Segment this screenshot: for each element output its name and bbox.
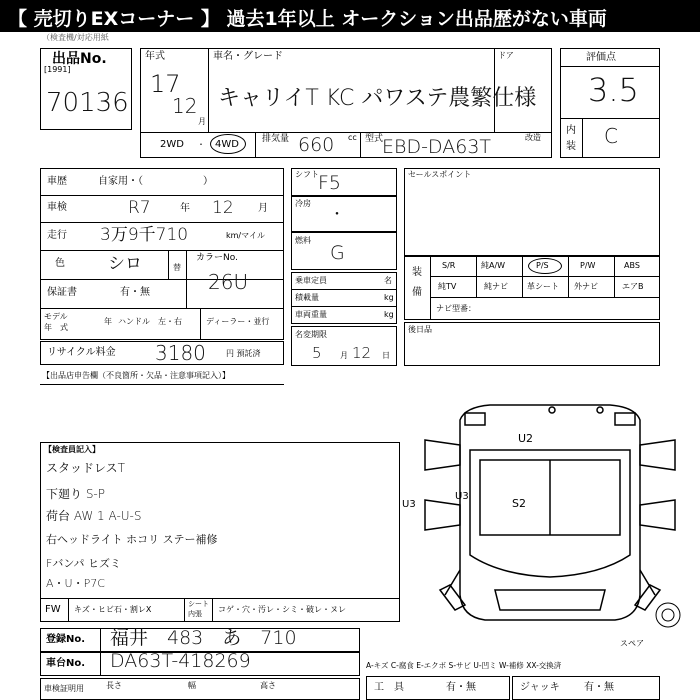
equip-airbag: エアB bbox=[622, 282, 644, 291]
month-suffix: 月 bbox=[198, 117, 206, 126]
diagram-mark-u3-left: U3 bbox=[402, 499, 416, 510]
sales-point-label: セールスポイント bbox=[408, 170, 472, 179]
color-value: シロ bbox=[108, 254, 142, 274]
banner bbox=[0, 0, 700, 32]
aftermarket-box bbox=[404, 322, 660, 366]
vehicle-cert-box bbox=[40, 678, 360, 700]
warranty-label: 保証書 bbox=[47, 287, 77, 298]
color-code-label: カラーNo. bbox=[196, 253, 238, 263]
jack-label: ジャッキ bbox=[520, 682, 560, 693]
navi-model: ナビ型番： bbox=[436, 304, 476, 313]
color-code: 26U bbox=[208, 270, 249, 294]
color-label: 色 bbox=[55, 258, 65, 269]
cert-width: 幅 bbox=[188, 681, 196, 690]
equip-pw: P/W bbox=[580, 261, 596, 270]
score-value: 3.5 bbox=[588, 71, 639, 109]
warranty-value: 有・無 bbox=[120, 287, 150, 298]
model-label: 型式 bbox=[365, 134, 384, 144]
shift-value: F5 bbox=[318, 172, 342, 194]
model-value: EBD-DA63T bbox=[382, 136, 492, 158]
interior-value: C bbox=[604, 124, 618, 148]
mileage-unit: km/マイル bbox=[226, 231, 265, 240]
inspection-year-unit: 年 bbox=[180, 203, 190, 214]
recycle-label: リサイクル料金 bbox=[47, 347, 116, 358]
passenger-unit: 名 bbox=[384, 276, 392, 285]
displacement-label: 排気量 bbox=[262, 134, 290, 144]
inspector-line-5: Fバンパ ヒズミ bbox=[46, 557, 122, 570]
passenger-label: 乗車定員 bbox=[295, 276, 327, 285]
equip-sr: S/R bbox=[442, 261, 456, 270]
name-change-month-unit: 月 bbox=[340, 351, 348, 360]
cc-label: cc bbox=[348, 133, 357, 142]
registration-label: 登録No. bbox=[46, 634, 86, 645]
door-label: ドア bbox=[498, 51, 514, 60]
improved-label: 改造 bbox=[525, 133, 541, 142]
inspector-line-2: 下廻り S-P bbox=[46, 487, 105, 501]
front-grille bbox=[495, 590, 605, 610]
lot-number: 70136 bbox=[46, 88, 129, 118]
lot-label: 出品No. bbox=[52, 51, 107, 67]
drive-4wd: 4WD bbox=[215, 139, 239, 150]
jack-value: 有・無 bbox=[584, 682, 614, 693]
spare-label: スペア bbox=[620, 639, 644, 648]
rear-light-right bbox=[615, 413, 635, 425]
aftermarket-label: 後日品 bbox=[408, 325, 432, 334]
recycle-value: 3180 bbox=[155, 341, 206, 365]
equip-navi: 純ナビ bbox=[484, 282, 508, 291]
model-year-label-2: 年 式 bbox=[44, 323, 68, 332]
lot-year-tag: [1991] bbox=[44, 65, 71, 74]
inspection-month-unit: 月 bbox=[258, 203, 268, 214]
vehicle-name: キャリイT KC パワステ農繁仕様 bbox=[218, 86, 537, 111]
seat-label-2: 内張 bbox=[188, 610, 202, 618]
equip-tv: 純TV bbox=[438, 282, 457, 291]
month-value: 12 bbox=[172, 94, 198, 118]
seat-label-1: シート bbox=[188, 600, 209, 608]
chassis-label: 車台No. bbox=[46, 658, 86, 669]
weight-unit: kg bbox=[384, 310, 394, 319]
seat-damage: コゲ・穴・汚レ・シミ・破レ・ヌレ bbox=[218, 605, 346, 614]
vehicle-cert-label: 車検証明用 bbox=[44, 684, 84, 693]
equip-ps: P/S bbox=[536, 261, 549, 270]
equipment-label-2: 備 bbox=[412, 287, 422, 298]
interior-label-2: 装 bbox=[566, 141, 576, 152]
interior-label-1: 内 bbox=[566, 125, 576, 136]
color-change-label: 替 bbox=[173, 263, 181, 272]
inspector-line-4: 右ヘッドライト ホコリ ステー補修 bbox=[46, 533, 218, 546]
name-change-label: 名変期限 bbox=[295, 330, 327, 339]
name-change-day: 12 bbox=[352, 344, 372, 362]
cert-length: 長さ bbox=[106, 681, 122, 690]
seller-notes-label: 【出品店申告欄（不良箇所・欠品・注意事項記入）】 bbox=[42, 371, 230, 380]
aircon-mark: ・ bbox=[330, 207, 344, 223]
mirror-right bbox=[640, 440, 675, 470]
load-label: 積載量 bbox=[295, 293, 319, 302]
equip-leather: 革シート bbox=[527, 282, 559, 291]
drive-4wd-circle bbox=[210, 134, 246, 154]
score-label: 評価点 bbox=[586, 52, 616, 63]
diagram-mark-s2: S2 bbox=[512, 497, 526, 510]
equip-aw: 純A/W bbox=[481, 261, 506, 270]
tools-value: 有・無 bbox=[446, 682, 476, 693]
registration-value: 福井 483 あ 710 bbox=[110, 627, 297, 649]
weight-label: 車両重量 bbox=[295, 310, 327, 319]
name-change-day-unit: 日 bbox=[382, 351, 390, 360]
history-label: 車歴 bbox=[47, 176, 67, 187]
aircon-label: 冷房 bbox=[295, 199, 311, 208]
diagram-mark-u3-bed: U3 bbox=[455, 491, 469, 502]
inspector-line-3: 荷台 AW 1 A-U-S bbox=[46, 509, 142, 523]
mileage-label: 走行 bbox=[47, 230, 67, 241]
fw-label: FW bbox=[45, 604, 61, 615]
handle-value: ハンドル 左・右 bbox=[118, 317, 182, 326]
displacement-value: 660 bbox=[298, 134, 335, 156]
rear-light-left bbox=[465, 413, 485, 425]
fuel-value: G bbox=[330, 242, 345, 264]
model-year-label-1: モデル bbox=[44, 312, 68, 321]
model-year-unit: 年 bbox=[104, 317, 112, 326]
mileage-value: 3万9千710 bbox=[100, 225, 189, 245]
fuel-label: 燃料 bbox=[295, 236, 311, 245]
tools-label: 工 具 bbox=[374, 682, 404, 693]
chassis-value: DA63T-418269 bbox=[110, 650, 251, 672]
inspection-label: 車検 bbox=[47, 202, 67, 213]
dealer-value: ディーラー・並行 bbox=[206, 317, 270, 326]
year-label: 年式 bbox=[145, 51, 165, 62]
step-left bbox=[425, 500, 460, 530]
equip-abs: ABS bbox=[624, 261, 640, 270]
diagram-mark-u2: U2 bbox=[518, 432, 534, 445]
history-value: 自家用・（ ） bbox=[98, 176, 213, 187]
name-label: 車名・グレード bbox=[213, 51, 283, 62]
cert-height: 高さ bbox=[260, 681, 276, 690]
load-unit: kg bbox=[384, 293, 394, 302]
step-right bbox=[640, 500, 675, 530]
mirror-left bbox=[425, 440, 460, 470]
car-diagram bbox=[400, 395, 700, 635]
inspector-line-6: A・U・P7C bbox=[46, 577, 105, 590]
subheader: （検査機/対応用紙 bbox=[42, 33, 109, 42]
legend: A-キズ C-腐食 E-エクボ S-サビ U-凹ミ W-補修 XX-交換済 bbox=[366, 661, 562, 670]
sales-point-box bbox=[404, 168, 660, 256]
inspection-month: 12 bbox=[212, 198, 234, 218]
info-left-box bbox=[40, 168, 284, 340]
recycle-unit: 円 預託済 bbox=[226, 349, 261, 358]
name-change-month: 5 bbox=[312, 344, 322, 362]
equip-ps-circle bbox=[528, 258, 562, 274]
inspector-line-1: スタッドレスT bbox=[46, 461, 125, 475]
equip-ext-navi: 外ナビ bbox=[574, 282, 598, 291]
banner-text: 【 売切りEXコーナー 】 過去1年以上 オークション出品歴がない車両 bbox=[8, 8, 607, 30]
drive-2wd: 2WD bbox=[160, 139, 184, 150]
inspector-label: 【検査員記入】 bbox=[44, 445, 100, 454]
fw-damage: キズ・ヒビ石・割レX bbox=[74, 605, 152, 614]
equipment-label-1: 装 bbox=[412, 267, 422, 278]
year-value: 17 bbox=[150, 70, 181, 98]
inspection-era: R7 bbox=[128, 198, 151, 218]
shift-label: シフト bbox=[295, 170, 319, 179]
